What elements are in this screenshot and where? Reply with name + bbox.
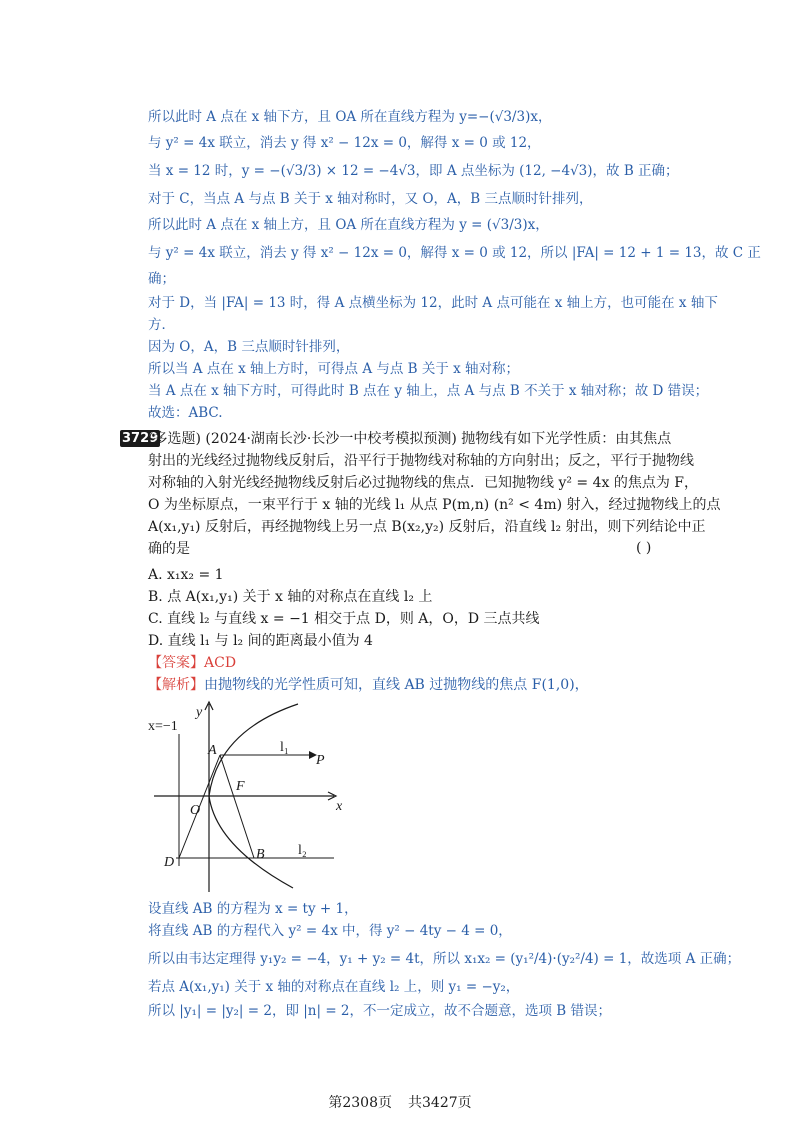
answer-line — [148, 654, 236, 672]
question-line: O 为坐标原点，一束平行于 x 轴的光线 l₁ 从点 P(m,n) (n² < 4m) 射入，经过抛物线上的点 — [148, 497, 721, 513]
question-line: A(x₁,y₁) 反射后，再经抛物线上另一点 B(x₂,y₂) 反射后，沿直线 l₂ 射出，则下列结论中正 — [148, 519, 706, 535]
option-b: B. 点 A(x₁,y₁) 关于 x 轴的对称点在直线 l₂ 上 — [148, 589, 433, 605]
l2-label: l₂ — [298, 843, 307, 858]
option-a: A. x₁x₂ = 1 — [148, 567, 224, 583]
question-number: 3729 — [122, 431, 159, 446]
question-line: 射出的光线经过抛物线反射后，沿平行于抛物线对称轴的方向射出；反之，平行于抛物线 — [148, 453, 694, 469]
answer-value: ACD — [204, 655, 237, 671]
solution-line: 所以此时 A 点在 x 轴下方，且 OA 所在直线方程为 y=−(√3/3)x， — [148, 109, 552, 125]
point-a-label: A — [208, 743, 217, 758]
solution-line: 当 x = 12 时，y = −(√3/3) × 12 = −4√3，即 A 点坐标为 (12, −4√3)，故 B 正确； — [148, 163, 679, 179]
analysis-tag: 【解析】 — [148, 677, 204, 693]
point-b-label: B — [256, 847, 265, 862]
analysis-line — [148, 676, 589, 694]
solution-line: 当 A 点在 x 轴下方时，可得此时 B 点在 y 轴上，点 A 与点 B 不关于 x 轴对称；故 D 错误； — [148, 383, 709, 399]
page-footer — [0, 1092, 800, 1112]
solution-line: 因为 O，A，B 三点顺时针排列， — [148, 339, 350, 355]
option-d: D. 直线 l₁ 与 l₂ 间的距离最小值为 4 — [148, 633, 373, 649]
point-p-label: P — [316, 753, 325, 768]
option-c: C. 直线 l₂ 与直线 x = −1 相交于点 D，则 A，O，D 三点共线 — [148, 611, 540, 627]
question-line: 确的是 — [148, 541, 190, 557]
solution-line: 将直线 AB 的方程代入 y² = 4x 中，得 y² − 4ty − 4 = 0， — [148, 923, 512, 939]
solution-line: 与 y² = 4x 联立，消去 y 得 x² − 12x = 0，解得 x = 0 或 12，所以 |FA| = 12 + 1 = 13，故 C 正 — [148, 245, 761, 261]
question-line: 对称轴的入射光线经抛物线反射后必过抛物线的焦点．已知抛物线 y² = 4x 的焦点为 F， — [148, 475, 699, 491]
solution-line: 若点 A(x₁,y₁) 关于 x 轴的对称点在直线 l₂ 上，则 y₁ = −y₂， — [148, 979, 520, 995]
solution-line: 所以此时 A 点在 x 轴上方，且 OA 所在直线方程为 y = (√3/3)x， — [148, 217, 549, 233]
question-line: (多选题) (2024·湖南长沙·长沙一中校考模拟预测) 抛物线有如下光学性质：由其焦点 — [148, 431, 672, 447]
solution-line: 对于 C，当点 A 与点 B 关于 x 轴对称时，又 O，A，B 三点顺时针排列， — [148, 191, 593, 207]
solution-line: 所以当 A 点在 x 轴上方时，可得点 A 与点 B 关于 x 轴对称； — [148, 361, 520, 377]
chord-ab — [220, 755, 254, 858]
directrix-label: x=−1 — [148, 719, 178, 734]
analysis-text: 由抛物线的光学性质可知，直线 AB 过抛物线的焦点 F(1,0)， — [204, 677, 589, 693]
solution-line: 所以 |y₁| = |y₂| = 2，即 |n| = 2，不一定成立，故不合题意，选项 B 错误； — [148, 1003, 612, 1019]
x-axis-label: x — [336, 799, 343, 814]
parabola-figure — [138, 696, 348, 896]
point-f-label: F — [236, 779, 245, 794]
solution-line: 确； — [148, 271, 175, 287]
l1-label: l₁ — [280, 740, 289, 755]
point-o-label: O — [190, 803, 201, 818]
solution-line: 故选：ABC. — [148, 405, 223, 421]
solution-line: 与 y² = 4x 联立，消去 y 得 x² − 12x = 0，解得 x = 0 或 12， — [148, 135, 541, 151]
solution-line: 对于 D，当 |FA| = 13 时，得 A 点横坐标为 12，此时 A 点可能在 x 轴上方，也可能在 x 轴下 — [148, 295, 718, 311]
point-d-label: D — [164, 855, 175, 870]
answer-tag: 【答案】 — [148, 655, 204, 671]
y-axis-label: y — [196, 705, 203, 720]
solution-line: 设直线 AB 的方程为 x = ty + 1， — [148, 901, 358, 917]
answer-blank: ( ) — [636, 540, 652, 556]
solution-line: 所以由韦达定理得 y₁y₂ = −4，y₁ + y₂ = 4t，所以 x₁x₂ = (y₁²/4)·(y₂²/4) = 1，故选项 A 正确； — [148, 951, 741, 967]
solution-line: 方． — [148, 317, 175, 333]
page-total: 共3427页 — [408, 1095, 472, 1111]
page-number: 第2308页 — [328, 1095, 392, 1111]
